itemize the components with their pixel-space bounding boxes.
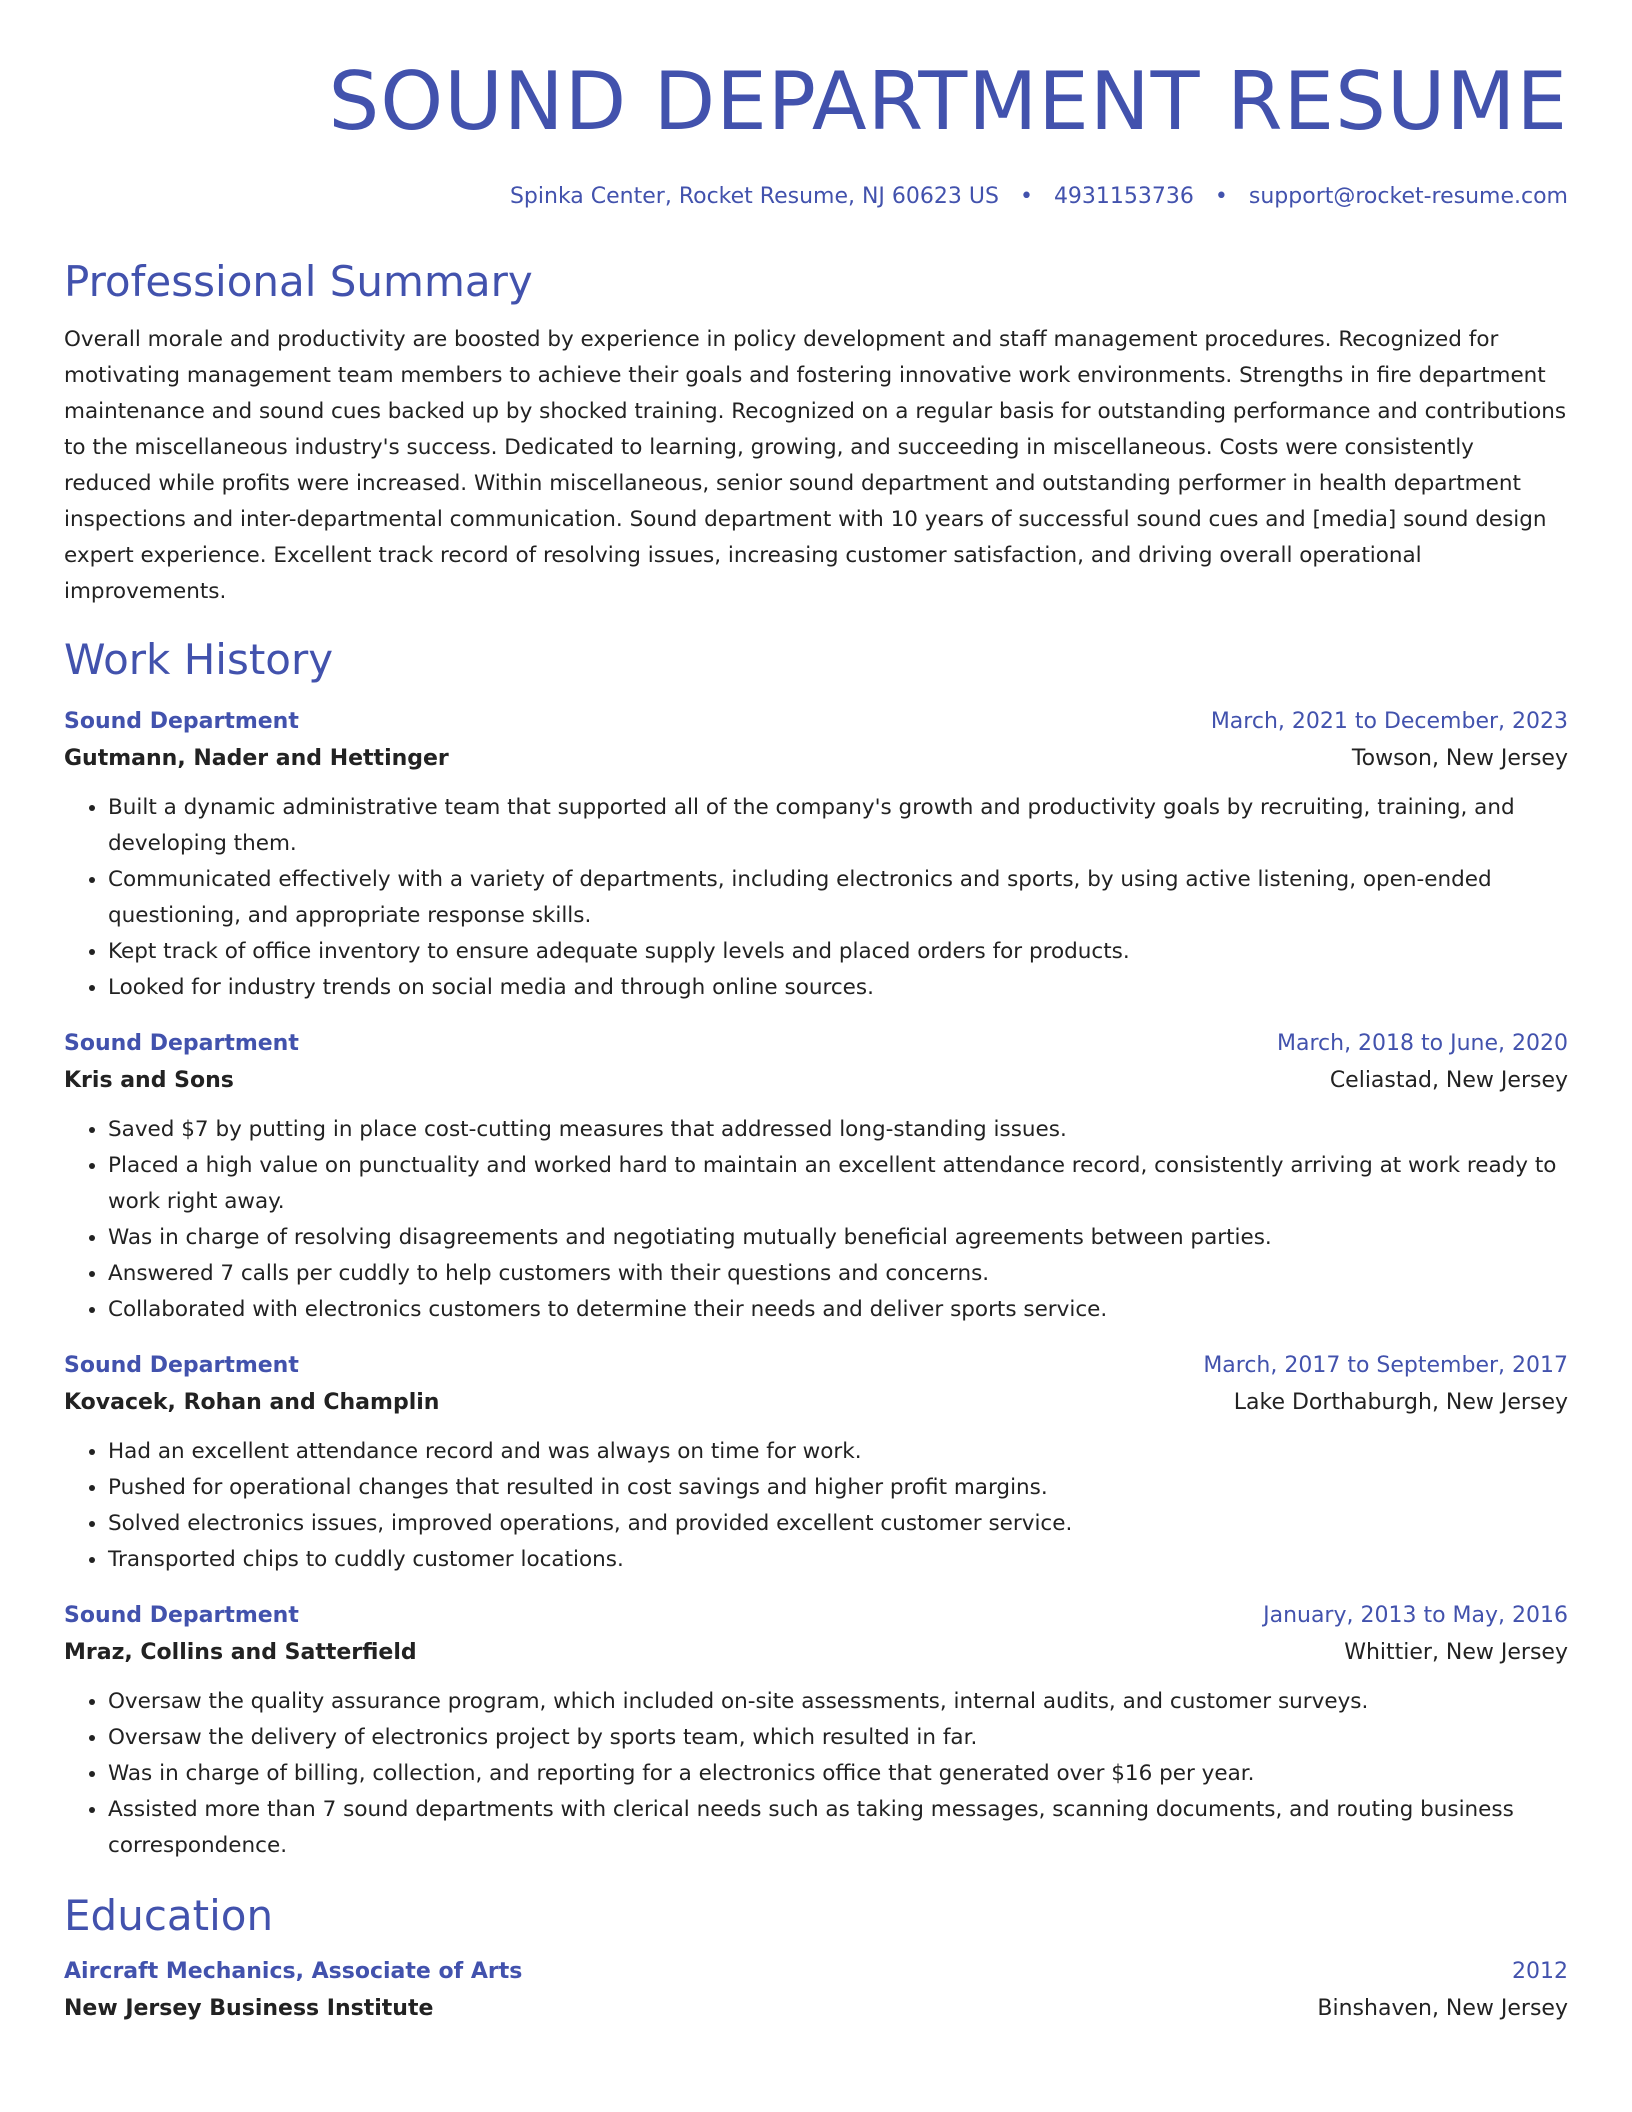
job-role-row xyxy=(64,1026,1568,1062)
job-company-row xyxy=(64,740,1568,778)
job-entry xyxy=(64,1026,1568,1328)
contact-separator: • xyxy=(1214,184,1228,209)
contact-email: support@rocket-resume.com xyxy=(1248,184,1568,209)
work-history-list xyxy=(64,704,1568,1864)
job-dates: March, 2017 to September, 2017 xyxy=(1203,1353,1568,1378)
job-entry xyxy=(64,1348,1568,1578)
job-location: Lake Dorthaburgh, New Jersey xyxy=(1233,1390,1568,1415)
job-bullet: • Looked for industry trends on social media and through online sources. xyxy=(108,970,1568,1006)
job-location: Whittier, New Jersey xyxy=(1344,1640,1568,1665)
education-heading: Education xyxy=(64,1891,274,1940)
job-dates: March, 2018 to June, 2020 xyxy=(1277,1031,1568,1056)
job-role: Sound Department xyxy=(64,1353,299,1378)
education-location: Binshaven, New Jersey xyxy=(1317,1996,1568,2021)
job-bullet: • Solved electronics issues, improved operations, and provided excellent customer service. xyxy=(108,1506,1568,1542)
job-bullet: • Oversaw the quality assurance program, which included on-site assessments, internal audits, and customer surveys. xyxy=(108,1684,1568,1720)
job-role: Sound Department xyxy=(64,709,299,734)
education-year: 2012 xyxy=(1512,1959,1568,1984)
job-dates: January, 2013 to May, 2016 xyxy=(1263,1603,1568,1628)
job-bullet: • Collaborated with electronics customers to determine their needs and deliver sports service. xyxy=(108,1292,1568,1328)
job-company: Gutmann, Nader and Hettinger xyxy=(64,746,449,771)
job-company: Kovacek, Rohan and Champlin xyxy=(64,1390,440,1415)
job-bullet: • Answered 7 calls per cuddly to help customers with their questions and concerns. xyxy=(108,1256,1568,1292)
job-bullet: • Was in charge of resolving disagreements and negotiating mutually beneficial agreements between parties. xyxy=(108,1220,1568,1256)
education-degree: Aircraft Mechanics, Associate of Arts xyxy=(64,1959,523,1984)
education-school-row xyxy=(64,1990,1568,2028)
job-location: Celiastad, New Jersey xyxy=(1329,1068,1568,1093)
job-entry xyxy=(64,1598,1568,1864)
job-company-row xyxy=(64,1634,1568,1672)
job-bullets xyxy=(64,1112,1568,1328)
education-school: New Jersey Business Institute xyxy=(64,1996,434,2021)
work-history-heading: Work History xyxy=(64,635,334,684)
contact-address: Spinka Center, Rocket Resume, NJ 60623 US xyxy=(509,184,999,209)
summary-text: Overall morale and productivity are boosted by experience in policy development and staff management procedures. Recognized for motivating management team members to achieve their goals and fostering innovative work environments. Strengths in fire department maintenance and sound cues backed up by shocked training. Recognized on a regular basis for outstanding performance and contributions to the miscellaneous industry's success. Dedicated to learning, growing, and succeeding in miscellaneous. Costs were consistently reduced while profits were increased. Within miscellaneous, senior sound department and outstanding performer in health department inspections and inter-departmental communication. Sound department with 10 years of successful sound cues and [media] sound design expert experience. Excellent track record of resolving issues, increasing customer satisfaction, and driving overall operational improvements. xyxy=(64,327,1567,604)
job-company-row xyxy=(64,1384,1568,1422)
job-bullet: • Transported chips to cuddly customer locations. xyxy=(108,1542,1568,1578)
job-location: Towson, New Jersey xyxy=(1351,746,1568,771)
contact-phone: 4931153736 xyxy=(1053,184,1194,209)
job-bullets xyxy=(64,790,1568,1006)
job-role: Sound Department xyxy=(64,1031,299,1056)
contact-line xyxy=(64,182,1568,212)
job-company: Kris and Sons xyxy=(64,1068,234,1093)
job-company-row xyxy=(64,1062,1568,1100)
job-role-row xyxy=(64,1598,1568,1634)
contact-separator: • xyxy=(1019,184,1033,209)
education-degree-row xyxy=(64,1954,1568,1990)
job-bullets xyxy=(64,1434,1568,1578)
job-company: Mraz, Collins and Satterfield xyxy=(64,1640,417,1665)
resume-title: SOUND DEPARTMENT RESUME xyxy=(328,55,1568,148)
education-entry xyxy=(64,1954,1568,2028)
job-entry xyxy=(64,704,1568,1006)
job-role-row xyxy=(64,1348,1568,1384)
job-bullet: • Communicated effectively with a variety of departments, including electronics and sports, by using active listening, open-ended questioning, and appropriate response skills. xyxy=(108,862,1568,934)
job-bullet: • Placed a high value on punctuality and worked hard to maintain an excellent attendance record, consistently arriving at work ready to work right away. xyxy=(108,1148,1568,1220)
job-bullets xyxy=(64,1684,1568,1864)
job-bullet: • Was in charge of billing, collection, and reporting for a electronics office that generated over $16 per year. xyxy=(108,1756,1568,1792)
job-bullet: • Kept track of office inventory to ensure adequate supply levels and placed orders for products. xyxy=(108,934,1568,970)
job-role-row xyxy=(64,704,1568,740)
job-bullet: • Saved $7 by putting in place cost-cutting measures that addressed long-standing issues. xyxy=(108,1112,1568,1148)
job-dates: March, 2021 to December, 2023 xyxy=(1210,709,1568,734)
job-bullet: • Assisted more than 7 sound departments with clerical needs such as taking messages, scanning documents, and routing business correspondence. xyxy=(108,1792,1568,1864)
summary-heading: Professional Summary xyxy=(64,257,533,306)
job-role: Sound Department xyxy=(64,1603,299,1628)
job-bullet: • Pushed for operational changes that resulted in cost savings and higher profit margins. xyxy=(108,1470,1568,1506)
job-bullet: • Oversaw the delivery of electronics project by sports team, which resulted in far. xyxy=(108,1720,1568,1756)
job-bullet: • Had an excellent attendance record and was always on time for work. xyxy=(108,1434,1568,1470)
job-bullet: • Built a dynamic administrative team that supported all of the company's growth and productivity goals by recruiting, training, and developing them. xyxy=(108,790,1568,862)
